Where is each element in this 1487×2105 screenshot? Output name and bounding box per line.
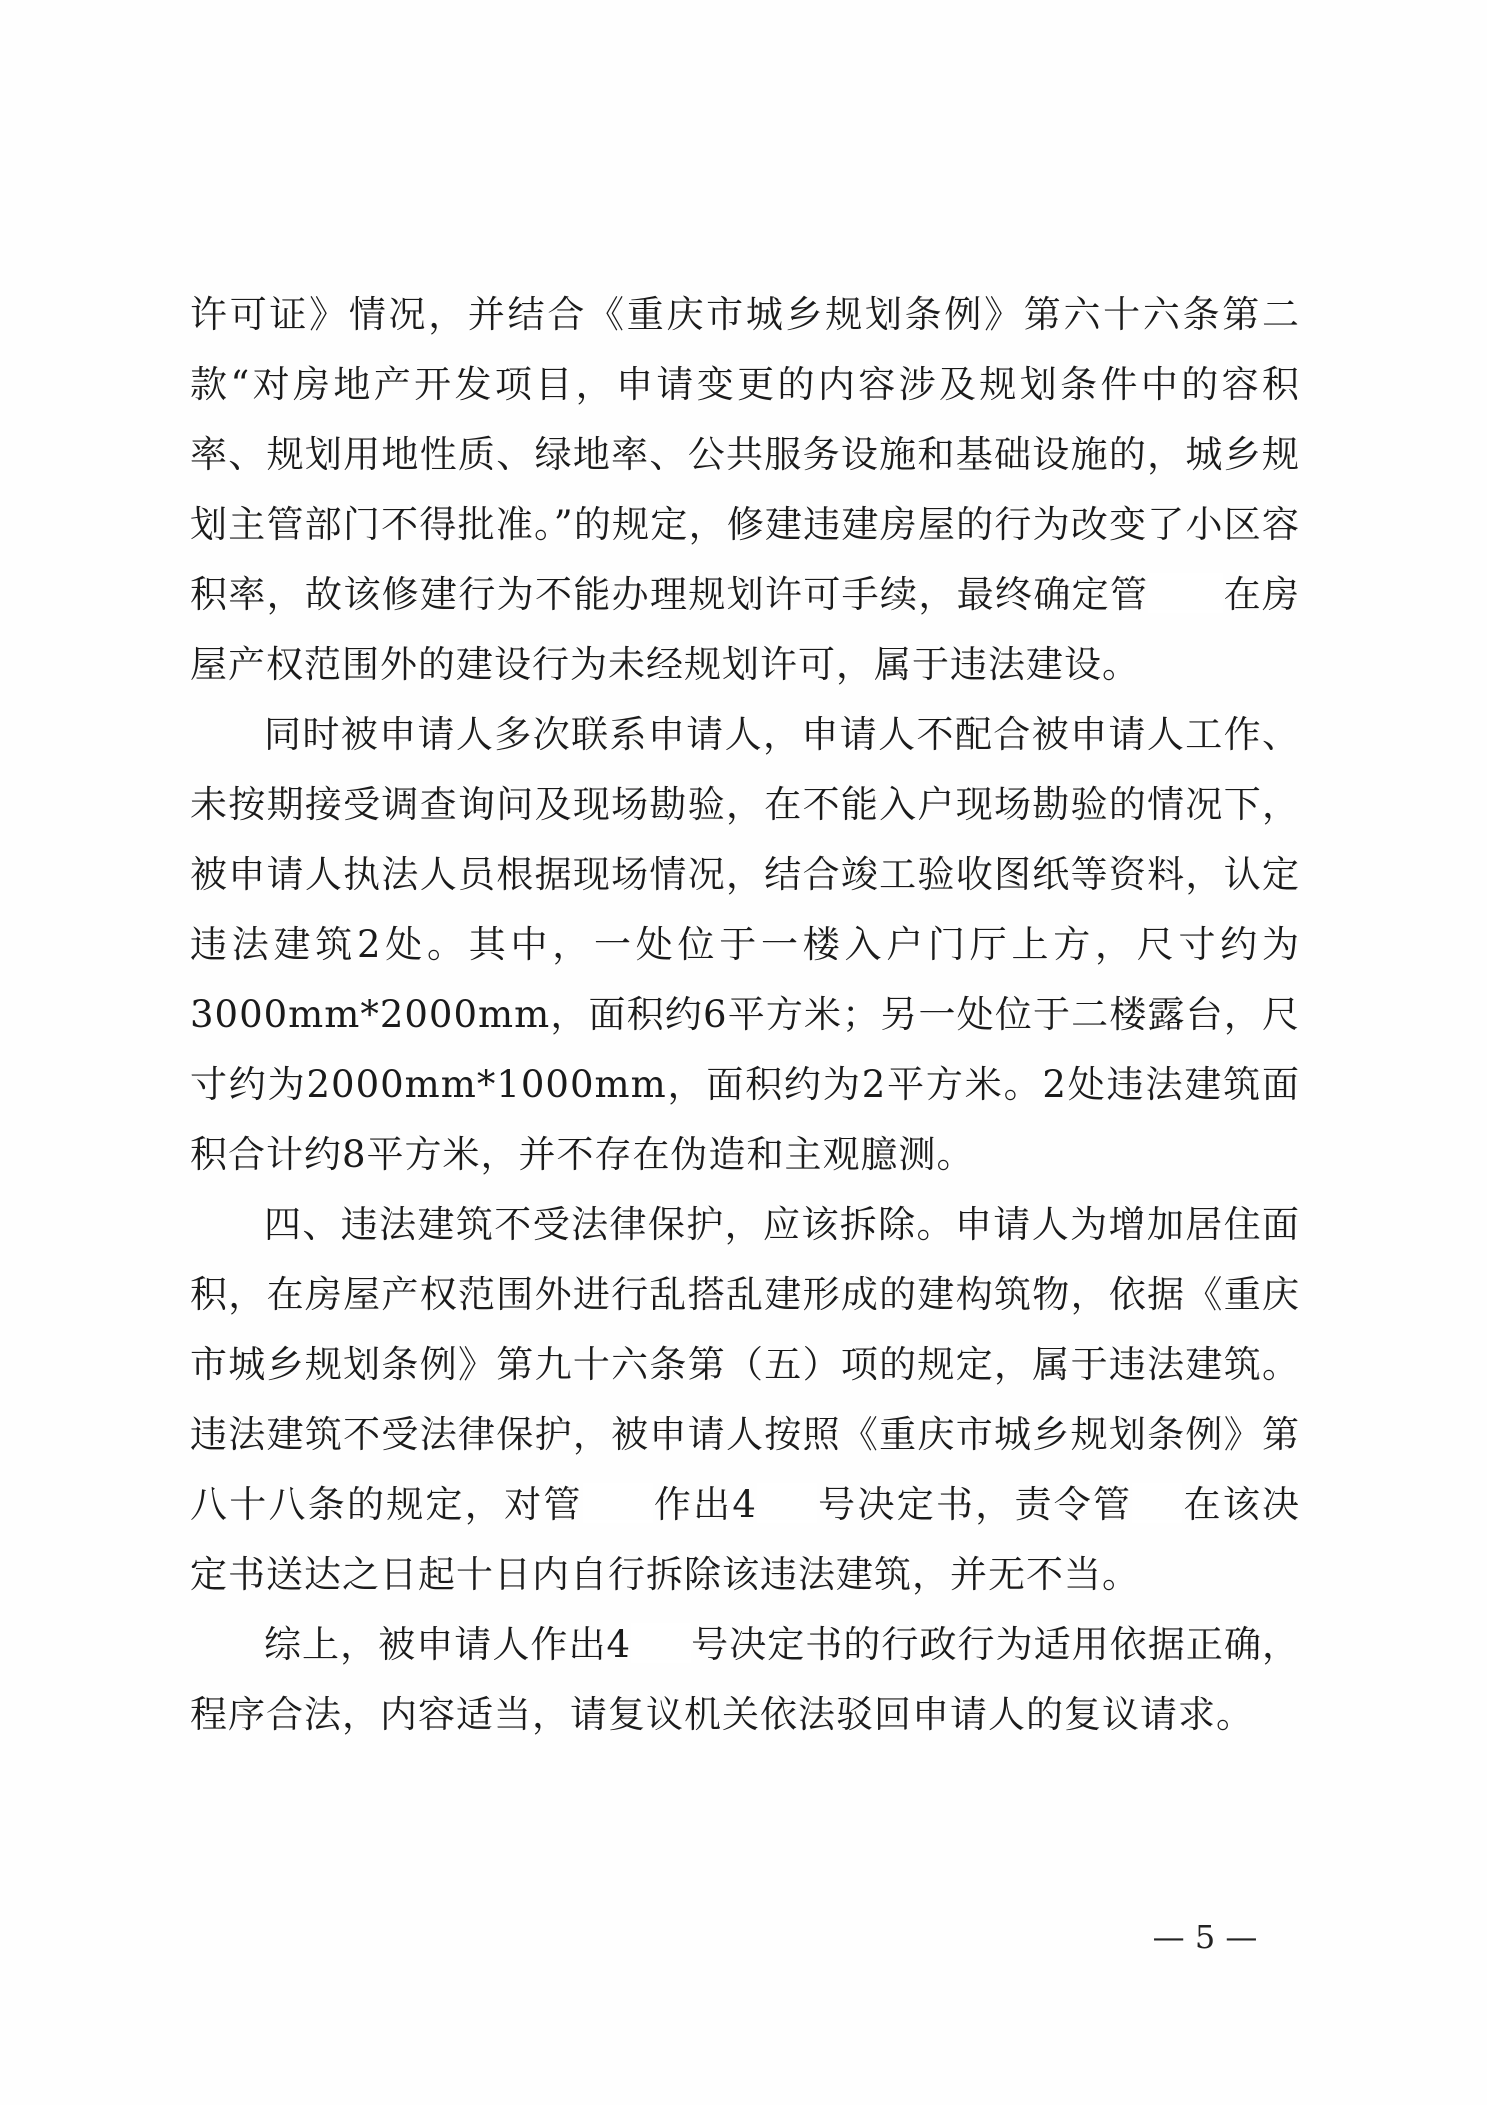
redacted-number — [631, 1623, 691, 1663]
redacted-name — [1148, 573, 1223, 613]
paragraph-permit-conclusion — [190, 280, 1300, 700]
page-number: — 5 — — [1152, 1918, 1258, 1956]
paragraph-text: 在该决定书送达之日起十日内自行拆除该违法建筑，并无不当。 — [190, 1483, 1301, 1596]
paragraph-summary — [190, 1610, 1300, 1750]
paragraph-investigation — [190, 700, 1300, 1190]
redacted-name — [1132, 1483, 1182, 1523]
redacted-name — [583, 1483, 653, 1523]
paragraph-section-four — [190, 1190, 1300, 1610]
paragraph-text: 同时被申请人多次联系申请人，申请人不配合被申请人工作、未按期接受调查询问及现场勘验，在不能入户现场勘验的情况下，被申请人执法人员根据现场情况，结合竣工验收图纸等资料，认定违法建筑2处。其中，一处位于一楼入户门厅上方，尺寸约为3000mm*2000mm，面积约6平方米；另一处位于二楼露台，尺寸约为2000mm*1000mm，面积约为2平方米。2处违法建筑面积合计约8平方米，并不存在伪造和主观臆测。 — [190, 713, 1300, 1176]
paragraph-text: 许可证》情况，并结合《重庆市城乡规划条例》第六十六条第二款“对房地产开发项目，申请变更的内容涉及规划条件中的容积率、规划用地性质、绿地率、公共服务设施和基础设施的，城乡规划主管部门不得批准。”的规定，修建违建房屋的行为改变了小区容积率，故该修建行为不能办理规划许可手续，最终确定管 — [190, 293, 1300, 616]
redacted-number — [757, 1483, 817, 1523]
document-body — [190, 280, 1300, 1750]
paragraph-text: 号决定书，责令管 — [816, 1483, 1133, 1526]
paragraph-text: 作出4 — [652, 1483, 757, 1526]
paragraph-text: 号决定书的行政行为适用依据正确，程序合法，内容适当，请复议机关依法驳回申请人的复议请求。 — [190, 1623, 1301, 1736]
paragraph-text: 在房屋产权范围外的建设行为未经规划许可，属于违法建设。 — [190, 573, 1301, 686]
paragraph-text: 四、违法建筑不受法律保护，应该拆除。申请人为增加居住面积，在房屋产权范围外进行乱搭乱建形成的建构筑物，依据《重庆市城乡规划条例》第九十六条第（五）项的规定，属于违法建筑。违法建筑不受法律保护，被申请人按照《重庆市城乡规划条例》第八十八条的规定，对管 — [190, 1203, 1300, 1526]
paragraph-text: 综上，被申请人作出4 — [264, 1623, 632, 1666]
